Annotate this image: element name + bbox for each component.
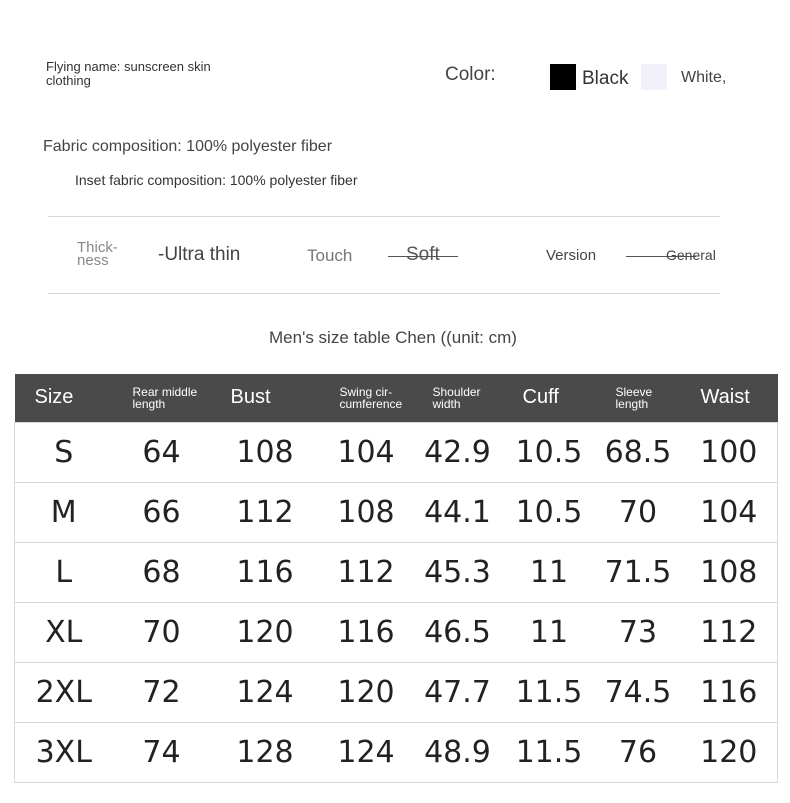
header-cuff: Cuff [522,386,559,409]
measurement-cell: 64 [113,422,211,482]
measurement-cell: 48.9 [413,722,503,782]
divider-top [48,216,720,217]
measurement-cell: 11.5 [503,662,596,722]
thickness-label: Thick-ness [77,239,118,269]
measurement-cell: 128 [211,722,320,782]
size-table-title: Men's size table Chen ((unit: cm) [269,328,517,347]
measurement-cell: 74.5 [596,662,681,722]
header-shoulder-width: Shoulder width [432,384,481,411]
measurement-cell: 68 [113,542,211,602]
measurement-cell: 73 [596,602,681,662]
measurement-cell: 116 [211,542,320,602]
measurement-cell: 11 [503,602,596,662]
measurement-cell: 72 [113,662,211,722]
measurement-cell: 108 [211,422,320,482]
version-label: Version [546,247,597,264]
measurement-cell: 108 [681,542,778,602]
measurement-cell: 120 [681,722,778,782]
table-row [15,602,778,662]
size-cell: 2XL [15,662,113,722]
touch-value: Soft [406,244,440,265]
header-waist: Waist [700,386,750,409]
measurement-cell: 70 [113,602,211,662]
measurement-cell: 108 [320,482,413,542]
measurement-cell: 100 [681,422,778,482]
measurement-cell: 112 [211,482,320,542]
table-row [15,662,778,722]
measurement-cell: 66 [113,482,211,542]
measurement-cell: 42.9 [413,422,503,482]
version-value: General [666,247,716,263]
measurement-cell: 76 [596,722,681,782]
measurement-cell: 47.7 [413,662,503,722]
measurement-cell: 124 [211,662,320,722]
size-table [14,374,778,783]
table-row [15,482,778,542]
size-table-header [15,374,778,422]
table-row [15,422,778,482]
measurement-cell: 104 [320,422,413,482]
color-label: Color: [445,64,496,85]
size-cell: 3XL [15,722,113,782]
size-cell: L [15,542,113,602]
measurement-cell: 46.5 [413,602,503,662]
header-bust: Bust [230,386,271,409]
size-cell: M [15,482,113,542]
measurement-cell: 68.5 [596,422,681,482]
measurement-cell: 10.5 [503,482,596,542]
inset-fabric-composition: Inset fabric composition: 100% polyester fiber [75,172,358,188]
measurement-cell: 70 [596,482,681,542]
product-name: Flying name: sunscreen skin clothing [46,59,211,88]
measurement-cell: 44.1 [413,482,503,542]
measurement-cell: 71.5 [596,542,681,602]
measurement-cell: 45.3 [413,542,503,602]
table-row [15,722,778,782]
measurement-cell: 10.5 [503,422,596,482]
header-sleeve-length: Sleeve length [615,384,653,411]
color-name-white: White, [681,69,727,86]
size-cell: S [15,422,113,482]
measurement-cell: 120 [211,602,320,662]
size-cell: XL [15,602,113,662]
measurement-cell: 11 [503,542,596,602]
divider-bottom [48,293,720,294]
measurement-cell: 112 [320,542,413,602]
fabric-composition: Fabric composition: 100% polyester fiber [43,138,333,155]
color-swatch-white [641,64,667,90]
color-name-black: Black [582,68,629,89]
measurement-cell: 74 [113,722,211,782]
header-swing-circumference: Swing cir-cumference [339,384,403,411]
table-row [15,542,778,602]
touch-label: Touch [307,246,353,265]
measurement-cell: 124 [320,722,413,782]
measurement-cell: 120 [320,662,413,722]
measurement-cell: 11.5 [503,722,596,782]
header-rear-middle-length: Rear middle length [132,384,198,411]
header-size: Size [34,386,74,409]
color-swatch-black [550,64,576,90]
measurement-cell: 112 [681,602,778,662]
thickness-value: -Ultra thin [158,244,241,265]
measurement-cell: 104 [681,482,778,542]
measurement-cell: 116 [320,602,413,662]
measurement-cell: 116 [681,662,778,722]
